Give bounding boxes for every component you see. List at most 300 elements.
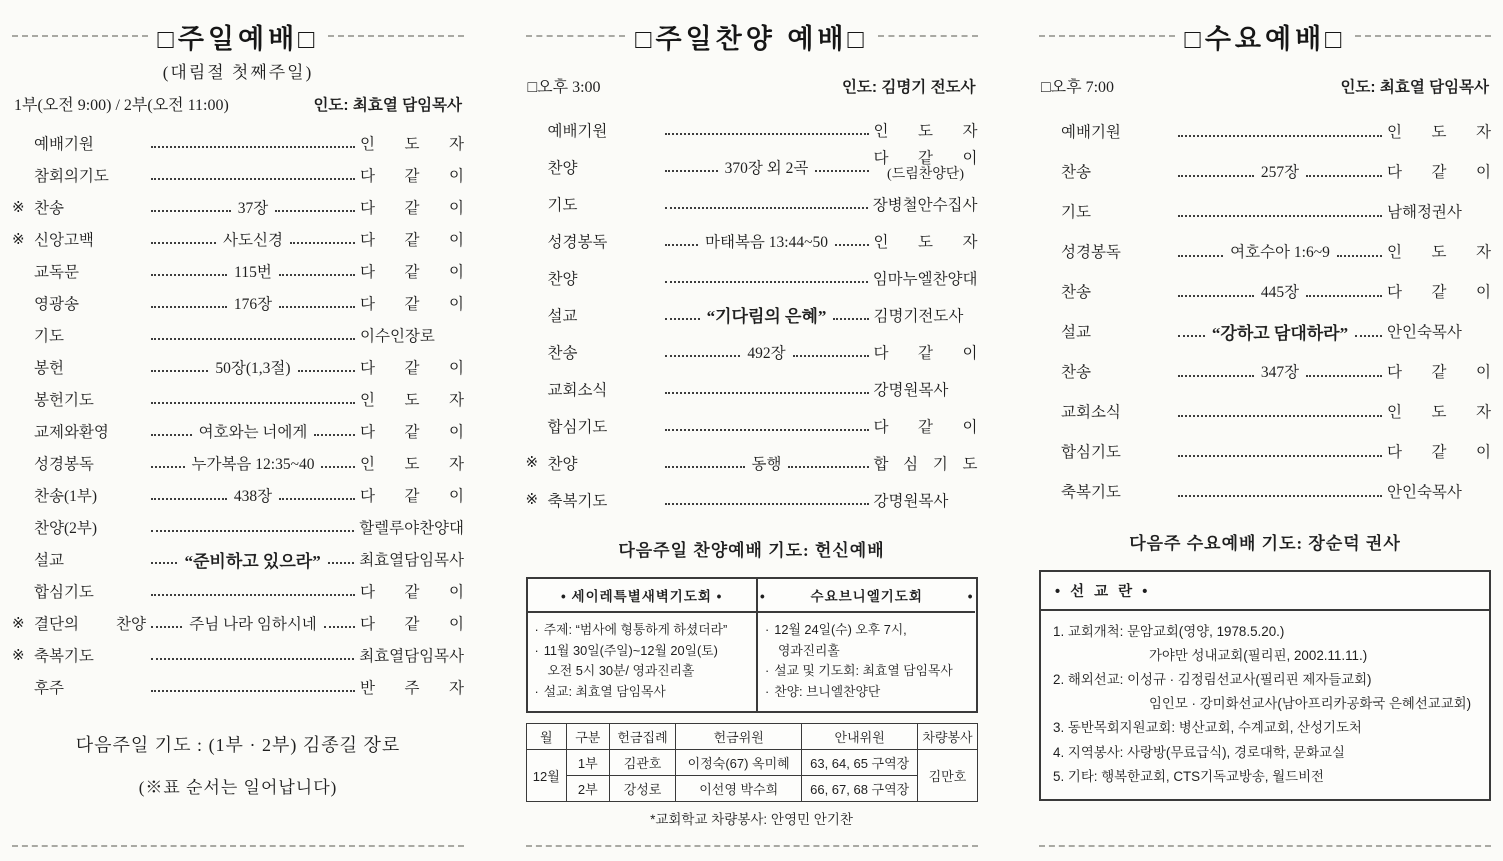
worship-item-value: 여호와는 너에게	[198, 424, 308, 441]
duty-table-row	[526, 749, 977, 775]
info-box-title: • 수요브니엘기도회 •	[758, 579, 976, 613]
duty-month-cell: 12월	[526, 749, 567, 801]
column-sunday-praise-worship	[526, 14, 978, 861]
worship-item-label: 참회의기도	[34, 168, 109, 185]
dotted-leader	[151, 671, 355, 703]
decorative-dash-left	[12, 35, 148, 37]
worship-item-value: 37장	[237, 200, 269, 217]
worship-item-label: 신앙고백	[34, 232, 94, 249]
worship-item-label: 합심기도	[1061, 444, 1121, 461]
worship-item-right: 다 같 이	[360, 488, 465, 505]
worship-item-right: 다 같 이	[1387, 444, 1491, 461]
worship-item-label: 찬송	[547, 344, 578, 362]
worship-item-value: 동행	[751, 455, 782, 473]
worship-item-label: 축복기도	[547, 492, 608, 510]
duty-column-header: 차량봉사	[918, 723, 977, 749]
dotted-leader	[151, 607, 182, 639]
worship-row	[12, 415, 464, 447]
duty-committee-cell: 이정숙(67) 옥미혜	[676, 749, 801, 775]
dotted-leader	[788, 444, 868, 481]
dotted-leader	[1355, 311, 1382, 351]
column-extras	[12, 703, 464, 798]
worship-item-right: 다 같 이	[1387, 164, 1492, 181]
worship-item-right: 다 같 이	[360, 360, 464, 377]
dotted-leader	[151, 639, 354, 671]
info-box-line	[765, 620, 969, 641]
column-subtitle: (대림절 첫째주일)	[162, 63, 314, 82]
dotted-leader	[321, 447, 355, 479]
schedule-row	[14, 92, 462, 115]
bullet-dot: ·	[764, 663, 770, 679]
column-wednesday-worship	[1039, 14, 1491, 861]
mission-list	[1041, 611, 1489, 799]
page-title: □수요예배□	[1184, 23, 1346, 54]
worship-item-right: 다 같 이	[360, 424, 464, 441]
worship-item-label: 예배기원	[1061, 124, 1121, 141]
dotted-leader	[1178, 311, 1205, 351]
dotted-leader	[328, 543, 354, 575]
duty-officiant-cell: 강성로	[609, 775, 676, 801]
worship-item-value: 445장	[1260, 284, 1300, 301]
duty-part-cell: 2부	[567, 775, 610, 801]
duty-table-head	[526, 723, 977, 749]
schedule-row	[1041, 74, 1489, 97]
page-title: □주일예배□	[157, 23, 319, 54]
duty-column-header: 월	[526, 723, 567, 749]
worship-item-value: 347장	[1260, 364, 1300, 381]
worship-item-value: 176장	[233, 296, 273, 313]
worship-row	[1039, 311, 1491, 351]
worship-row	[526, 148, 978, 185]
duty-committee-cell: 이선영 박수희	[676, 775, 801, 801]
duty-roster-table	[526, 723, 978, 802]
info-box-text: 설교: 최효열 담임목사	[543, 684, 666, 700]
worship-item-value: 257장	[1260, 164, 1300, 181]
dotted-leader	[665, 370, 869, 407]
worship-item-label: 결단의 찬양	[34, 616, 146, 633]
dotted-leader	[1306, 271, 1382, 311]
column-extras	[526, 518, 978, 828]
worship-item-right: 강명원목사	[873, 492, 949, 510]
worship-item-label: 예배기원	[34, 136, 94, 153]
dotted-leader	[151, 543, 177, 575]
info-box-list	[758, 613, 976, 711]
worship-item-right: 이수인장로	[360, 328, 435, 345]
worship-order-list	[12, 127, 464, 703]
footer-note: 다음주일 기도 : (1부 · 2부) 김종길 장로	[75, 735, 401, 755]
worship-item-label: 기도	[547, 196, 578, 214]
bullet-dot: ·	[534, 622, 539, 637]
worship-item-right: 다 같 이	[360, 264, 464, 281]
duty-column-header: 헌금집례	[609, 723, 676, 749]
worship-item-label: 찬송	[34, 200, 64, 217]
info-box	[528, 579, 756, 711]
schedule-row	[528, 74, 976, 97]
worship-row	[12, 255, 464, 287]
worship-item-label: 성경봉독	[547, 233, 608, 251]
worship-item-label: 봉헌기도	[34, 392, 94, 409]
duty-ushers-cell: 63, 64, 65 구역장	[801, 749, 918, 775]
worship-item-label: 성경봉독	[34, 456, 94, 473]
dotted-leader	[815, 148, 868, 185]
dotted-leader	[1178, 191, 1382, 231]
dotted-leader	[151, 127, 355, 159]
worship-item-right: 다 같 이	[360, 232, 464, 249]
worship-item-label: 찬송	[1061, 164, 1091, 181]
worship-item-label: 기도	[34, 328, 64, 345]
info-box-text: 주제: “범사에 형통하게 하셨더라”	[543, 622, 728, 637]
worship-row	[1039, 271, 1491, 311]
worship-item-right: 다 같 이	[360, 584, 464, 601]
bullet-dot: ·	[764, 622, 770, 637]
worship-item-label: 찬송(1부)	[34, 488, 97, 505]
worship-item-right: 강명원목사	[873, 381, 949, 399]
worship-item-right: 최효열담임목사	[359, 648, 464, 665]
duty-column-header: 구분	[567, 723, 610, 749]
worship-row	[12, 511, 464, 543]
decorative-dash-bottom	[1039, 845, 1491, 861]
worship-row	[12, 127, 464, 159]
dotted-leader	[290, 223, 355, 255]
info-box-line	[765, 661, 969, 682]
info-box-line	[765, 641, 969, 662]
mission-item-line: 1. 교회개척: 문암교회(영양, 1978.5.20.)	[1053, 624, 1285, 639]
worship-item-label: 찬송	[1061, 364, 1091, 381]
duty-officiant-cell: 김관호	[609, 749, 676, 775]
worship-row	[1039, 111, 1491, 151]
worship-item-label: 합심기도	[547, 418, 608, 436]
mission-item-line: 2. 해외선교: 이성규 · 김정림선교사(필리핀 제자들교회)	[1053, 672, 1372, 688]
worship-item-right: 다 같 이	[873, 418, 978, 436]
worship-item-value: 누가복음 12:35~40	[191, 456, 315, 473]
table-footnote: *교회학교 차량봉사: 안영민 안기찬	[650, 811, 853, 827]
dotted-leader	[151, 479, 227, 511]
dotted-leader	[665, 296, 700, 333]
column-sunday-worship	[12, 14, 464, 861]
worship-row	[526, 185, 978, 222]
dotted-leader	[1178, 431, 1382, 471]
info-box-line	[765, 682, 969, 703]
dotted-leader	[1178, 271, 1254, 311]
column-header	[1039, 14, 1491, 58]
service-leader: 인도: 김명기 전도사	[841, 79, 976, 96]
column-header	[12, 14, 464, 58]
worship-row	[12, 351, 464, 383]
info-box-line	[535, 641, 749, 662]
worship-item-value: 50장(1,3절)	[215, 360, 291, 377]
rise-mark: ※	[12, 199, 25, 216]
mission-item-line: 임인모 · 강미화선교사(남아프리카공화국 은혜선교교회)	[1149, 696, 1472, 712]
worship-item-right: 다 같 이	[873, 344, 978, 362]
info-box-line	[535, 682, 749, 703]
dotted-leader	[665, 444, 745, 481]
dotted-leader	[793, 333, 869, 370]
worship-row	[526, 296, 978, 333]
worship-item-value: “강하고 담대하라”	[1211, 323, 1349, 343]
worship-item-right: 안인숙목사	[1387, 484, 1462, 501]
bullet-dot: ·	[534, 684, 539, 700]
dotted-leader	[665, 333, 741, 370]
worship-item-value: 주님 나라 임하시네	[189, 616, 317, 633]
dotted-leader	[1337, 231, 1382, 271]
info-box-text: 12월 24일(수) 오후 7시,	[774, 622, 907, 637]
dotted-leader	[151, 191, 231, 223]
worship-item-right: 다 같 이	[360, 200, 465, 217]
worship-row	[1039, 471, 1491, 511]
worship-row	[526, 444, 978, 481]
worship-item-right: 안인숙목사	[1387, 324, 1462, 341]
worship-item-label: 교회소식	[547, 381, 608, 399]
worship-item-value: “준비하고 있으라”	[184, 551, 321, 571]
dotted-leader	[1178, 391, 1382, 431]
info-box-text: 영과진리홀	[777, 642, 840, 658]
worship-item-label: 찬송	[1061, 284, 1091, 301]
duty-driver-cell: 김만호	[918, 749, 977, 801]
worship-row	[12, 447, 464, 479]
worship-row	[1039, 151, 1491, 191]
next-week-note: 다음주일 찬양예배 기도: 헌신예배	[618, 541, 885, 560]
page-title: □주일찬양 예배□	[635, 23, 868, 54]
dotted-leader	[151, 447, 185, 479]
worship-item-right: 합 심 기 도	[873, 455, 978, 473]
bullet-dot: ·	[534, 642, 539, 658]
dotted-leader	[151, 415, 192, 447]
info-box	[756, 579, 976, 711]
worship-item-right: 다 같 이	[360, 168, 464, 185]
worship-item-label: 찬양	[547, 270, 578, 288]
worship-item-right: 인 도 자	[360, 392, 464, 409]
service-times: □오후 7:00	[1041, 79, 1115, 96]
worship-item-label: 설교	[547, 307, 578, 325]
mission-item-line: 3. 동반목회지원교회: 병산교회, 수계교회, 산성기도처	[1053, 720, 1362, 736]
service-leader: 인도: 최효열 담임목사	[1340, 79, 1489, 96]
worship-item-right: 임마누엘찬양대	[872, 270, 978, 288]
worship-row	[1039, 351, 1491, 391]
worship-item-value: 마태복음 13:44~50	[705, 233, 828, 251]
worship-item-label: 축복기도	[34, 648, 94, 665]
column-header	[526, 14, 978, 58]
dotted-leader	[298, 351, 355, 383]
info-box-text: 찬양: 브니엘찬양단	[774, 684, 881, 700]
rise-mark: ※	[12, 615, 25, 632]
decorative-dash-left	[1039, 35, 1175, 37]
decorative-dash-right	[328, 35, 464, 37]
worship-right-line2: (드림찬양단)	[887, 167, 964, 183]
worship-row	[12, 639, 464, 671]
duty-part-cell: 1부	[567, 749, 610, 775]
worship-row	[1039, 431, 1491, 471]
worship-item-label: 교독문	[34, 264, 79, 281]
worship-item-right: 다 같 이	[360, 296, 465, 313]
worship-item-label: 교회소식	[1061, 404, 1121, 421]
next-week-note: 다음주 수요예배 기도: 장순덕 권사	[1129, 534, 1401, 553]
worship-item-label: 설교	[34, 552, 64, 569]
worship-row	[1039, 231, 1491, 271]
worship-item-right: 장병철안수집사	[872, 196, 978, 214]
worship-item-label: 합심기도	[34, 584, 94, 601]
worship-item-label: 성경봉독	[1061, 244, 1121, 261]
dotted-leader	[1178, 471, 1382, 511]
service-times: □오후 3:00	[527, 79, 601, 96]
dotted-leader	[151, 159, 355, 191]
dotted-leader	[665, 111, 869, 148]
worship-row	[526, 259, 978, 296]
worship-item-value: 115번	[234, 264, 272, 281]
duty-table-header-row	[526, 723, 977, 749]
worship-item-label: 설교	[1061, 324, 1091, 341]
worship-order-list	[1039, 111, 1491, 511]
dotted-leader	[314, 415, 355, 447]
dotted-leader	[1178, 151, 1254, 191]
dotted-leader	[1306, 151, 1382, 191]
worship-order-list	[526, 111, 978, 518]
worship-item-right: 인 도 자	[1387, 244, 1491, 261]
dotted-leader	[665, 407, 869, 444]
dotted-leader	[151, 223, 216, 255]
worship-item-right: 김명기전도사	[873, 307, 964, 325]
decorative-dash-bottom	[526, 845, 978, 861]
worship-item-right: 최효열담임목사	[359, 552, 464, 569]
dotted-leader	[275, 191, 355, 223]
worship-row	[12, 575, 464, 607]
dotted-leader	[665, 222, 699, 259]
decorative-dash-left	[526, 35, 626, 37]
worship-item-label: 봉헌	[34, 360, 64, 377]
info-box-line	[535, 661, 749, 682]
dotted-leader	[1178, 111, 1382, 151]
worship-item-label: 교제와환영	[34, 424, 109, 441]
worship-item-right: 반 주 자	[360, 680, 464, 697]
worship-item-label: 영광송	[34, 296, 79, 313]
worship-item-label: 후주	[34, 680, 64, 697]
worship-item-label: 예배기원	[547, 122, 608, 140]
dotted-leader	[151, 575, 355, 607]
worship-row	[526, 333, 978, 370]
worship-item-right: 인 도 자	[873, 122, 978, 140]
worship-row	[12, 607, 464, 639]
bullet-dot: ·	[764, 684, 770, 700]
dotted-leader	[151, 319, 355, 351]
worship-row	[526, 481, 978, 518]
dotted-leader	[1178, 351, 1254, 391]
worship-row	[12, 287, 464, 319]
rise-mark: ※	[525, 492, 539, 508]
info-box-title: • 세이레특별새벽기도회 •	[528, 579, 756, 613]
dotted-leader	[151, 255, 227, 287]
worship-item-right: 인 도 자	[873, 233, 978, 251]
decorative-dash-right	[878, 35, 978, 37]
dotted-leader	[1306, 351, 1382, 391]
mission-item-line: 4. 지역봉사: 사랑방(무료급식), 경로대학, 문화교실	[1053, 744, 1345, 760]
dotted-leader	[324, 607, 355, 639]
worship-item-value: 여호수아 1:6~9	[1230, 244, 1330, 261]
dotted-leader	[665, 185, 868, 222]
worship-item-label: 찬양	[547, 455, 578, 473]
duty-table-row	[526, 775, 977, 801]
info-box-text: 11월 30일(주일)~12월 20일(토)	[543, 642, 718, 658]
dotted-leader	[1178, 231, 1223, 271]
duty-table-body	[526, 749, 977, 801]
worship-item-label: 찬양(2부)	[34, 520, 97, 537]
worship-item-value: “기다림의 은혜”	[706, 307, 827, 326]
worship-item-label: 기도	[1061, 204, 1091, 221]
info-box-text: 오전 5시 30분/ 영과진리홀	[547, 663, 695, 679]
worship-item-value: 492장	[747, 344, 786, 362]
worship-row	[12, 671, 464, 703]
mission-item-line: 가야만 성내교회(필리핀, 2002.11.11.)	[1149, 648, 1368, 664]
rise-mark: ※	[12, 647, 25, 664]
service-leader: 인도: 최효열 담임목사	[313, 97, 462, 114]
worship-item-value: 438장	[233, 488, 273, 505]
worship-item-right: 인 도 자	[1387, 404, 1491, 421]
dotted-leader	[279, 479, 355, 511]
worship-row	[12, 191, 464, 223]
worship-right-line1: 다 같 이	[873, 149, 978, 167]
info-box-line	[535, 620, 749, 641]
mission-box	[1039, 570, 1491, 801]
worship-row	[1039, 391, 1491, 431]
info-box-text: 설교 및 기도회: 최효열 담임목사	[774, 663, 953, 679]
duty-column-header: 헌금위원	[676, 723, 801, 749]
worship-row	[12, 223, 464, 255]
worship-row	[526, 370, 978, 407]
duty-column-header: 안내위원	[801, 723, 918, 749]
dotted-leader	[665, 481, 869, 518]
worship-row	[1039, 191, 1491, 231]
worship-item-right: 다 같 이	[360, 616, 465, 633]
rise-mark: ※	[525, 455, 539, 471]
rise-mark: ※	[12, 231, 25, 248]
dotted-leader	[151, 383, 355, 415]
worship-item-right: 남해정권사	[1387, 204, 1462, 221]
dotted-leader	[835, 222, 869, 259]
worship-item-right: 인 도 자	[1387, 124, 1491, 141]
dotted-leader	[665, 148, 718, 185]
worship-row	[12, 159, 464, 191]
footer-note: (※표 순서는 일어납니다)	[138, 778, 338, 797]
dotted-leader	[279, 255, 355, 287]
prayer-meeting-boxes	[526, 577, 978, 713]
worship-row	[12, 319, 464, 351]
mission-box-title: • 선 교 란 •	[1041, 572, 1489, 611]
duty-ushers-cell: 66, 67, 68 구역장	[801, 775, 918, 801]
worship-row	[12, 479, 464, 511]
decorative-dash-bottom	[12, 845, 464, 861]
worship-item-right: 인 도 자	[360, 456, 464, 473]
worship-row	[526, 111, 978, 148]
dotted-leader	[151, 287, 227, 319]
service-times: 1부(오전 9:00) / 2부(오전 11:00)	[14, 97, 229, 114]
mission-item-line: 5. 기타: 행복한교회, CTS기독교방송, 월드비전	[1053, 768, 1324, 784]
dotted-leader	[279, 287, 355, 319]
worship-item-right: 인 도 자	[360, 136, 464, 153]
worship-item-value: 370장 외 2곡	[724, 159, 809, 177]
decorative-dash-right	[1355, 35, 1491, 37]
worship-item-right: 할렐루야찬양대	[359, 520, 464, 537]
dotted-leader	[665, 259, 868, 296]
worship-item-right: 다 같 이	[1387, 284, 1492, 301]
worship-item-right: 다 같 이	[1387, 364, 1492, 381]
dotted-leader	[151, 511, 354, 543]
dotted-leader	[833, 296, 868, 333]
dotted-leader	[151, 351, 208, 383]
worship-row	[526, 407, 978, 444]
worship-item-right	[874, 150, 978, 184]
worship-item-label: 찬양	[547, 159, 578, 177]
worship-row	[526, 222, 978, 259]
worship-row	[12, 383, 464, 415]
worship-item-label: 축복기도	[1061, 484, 1121, 501]
